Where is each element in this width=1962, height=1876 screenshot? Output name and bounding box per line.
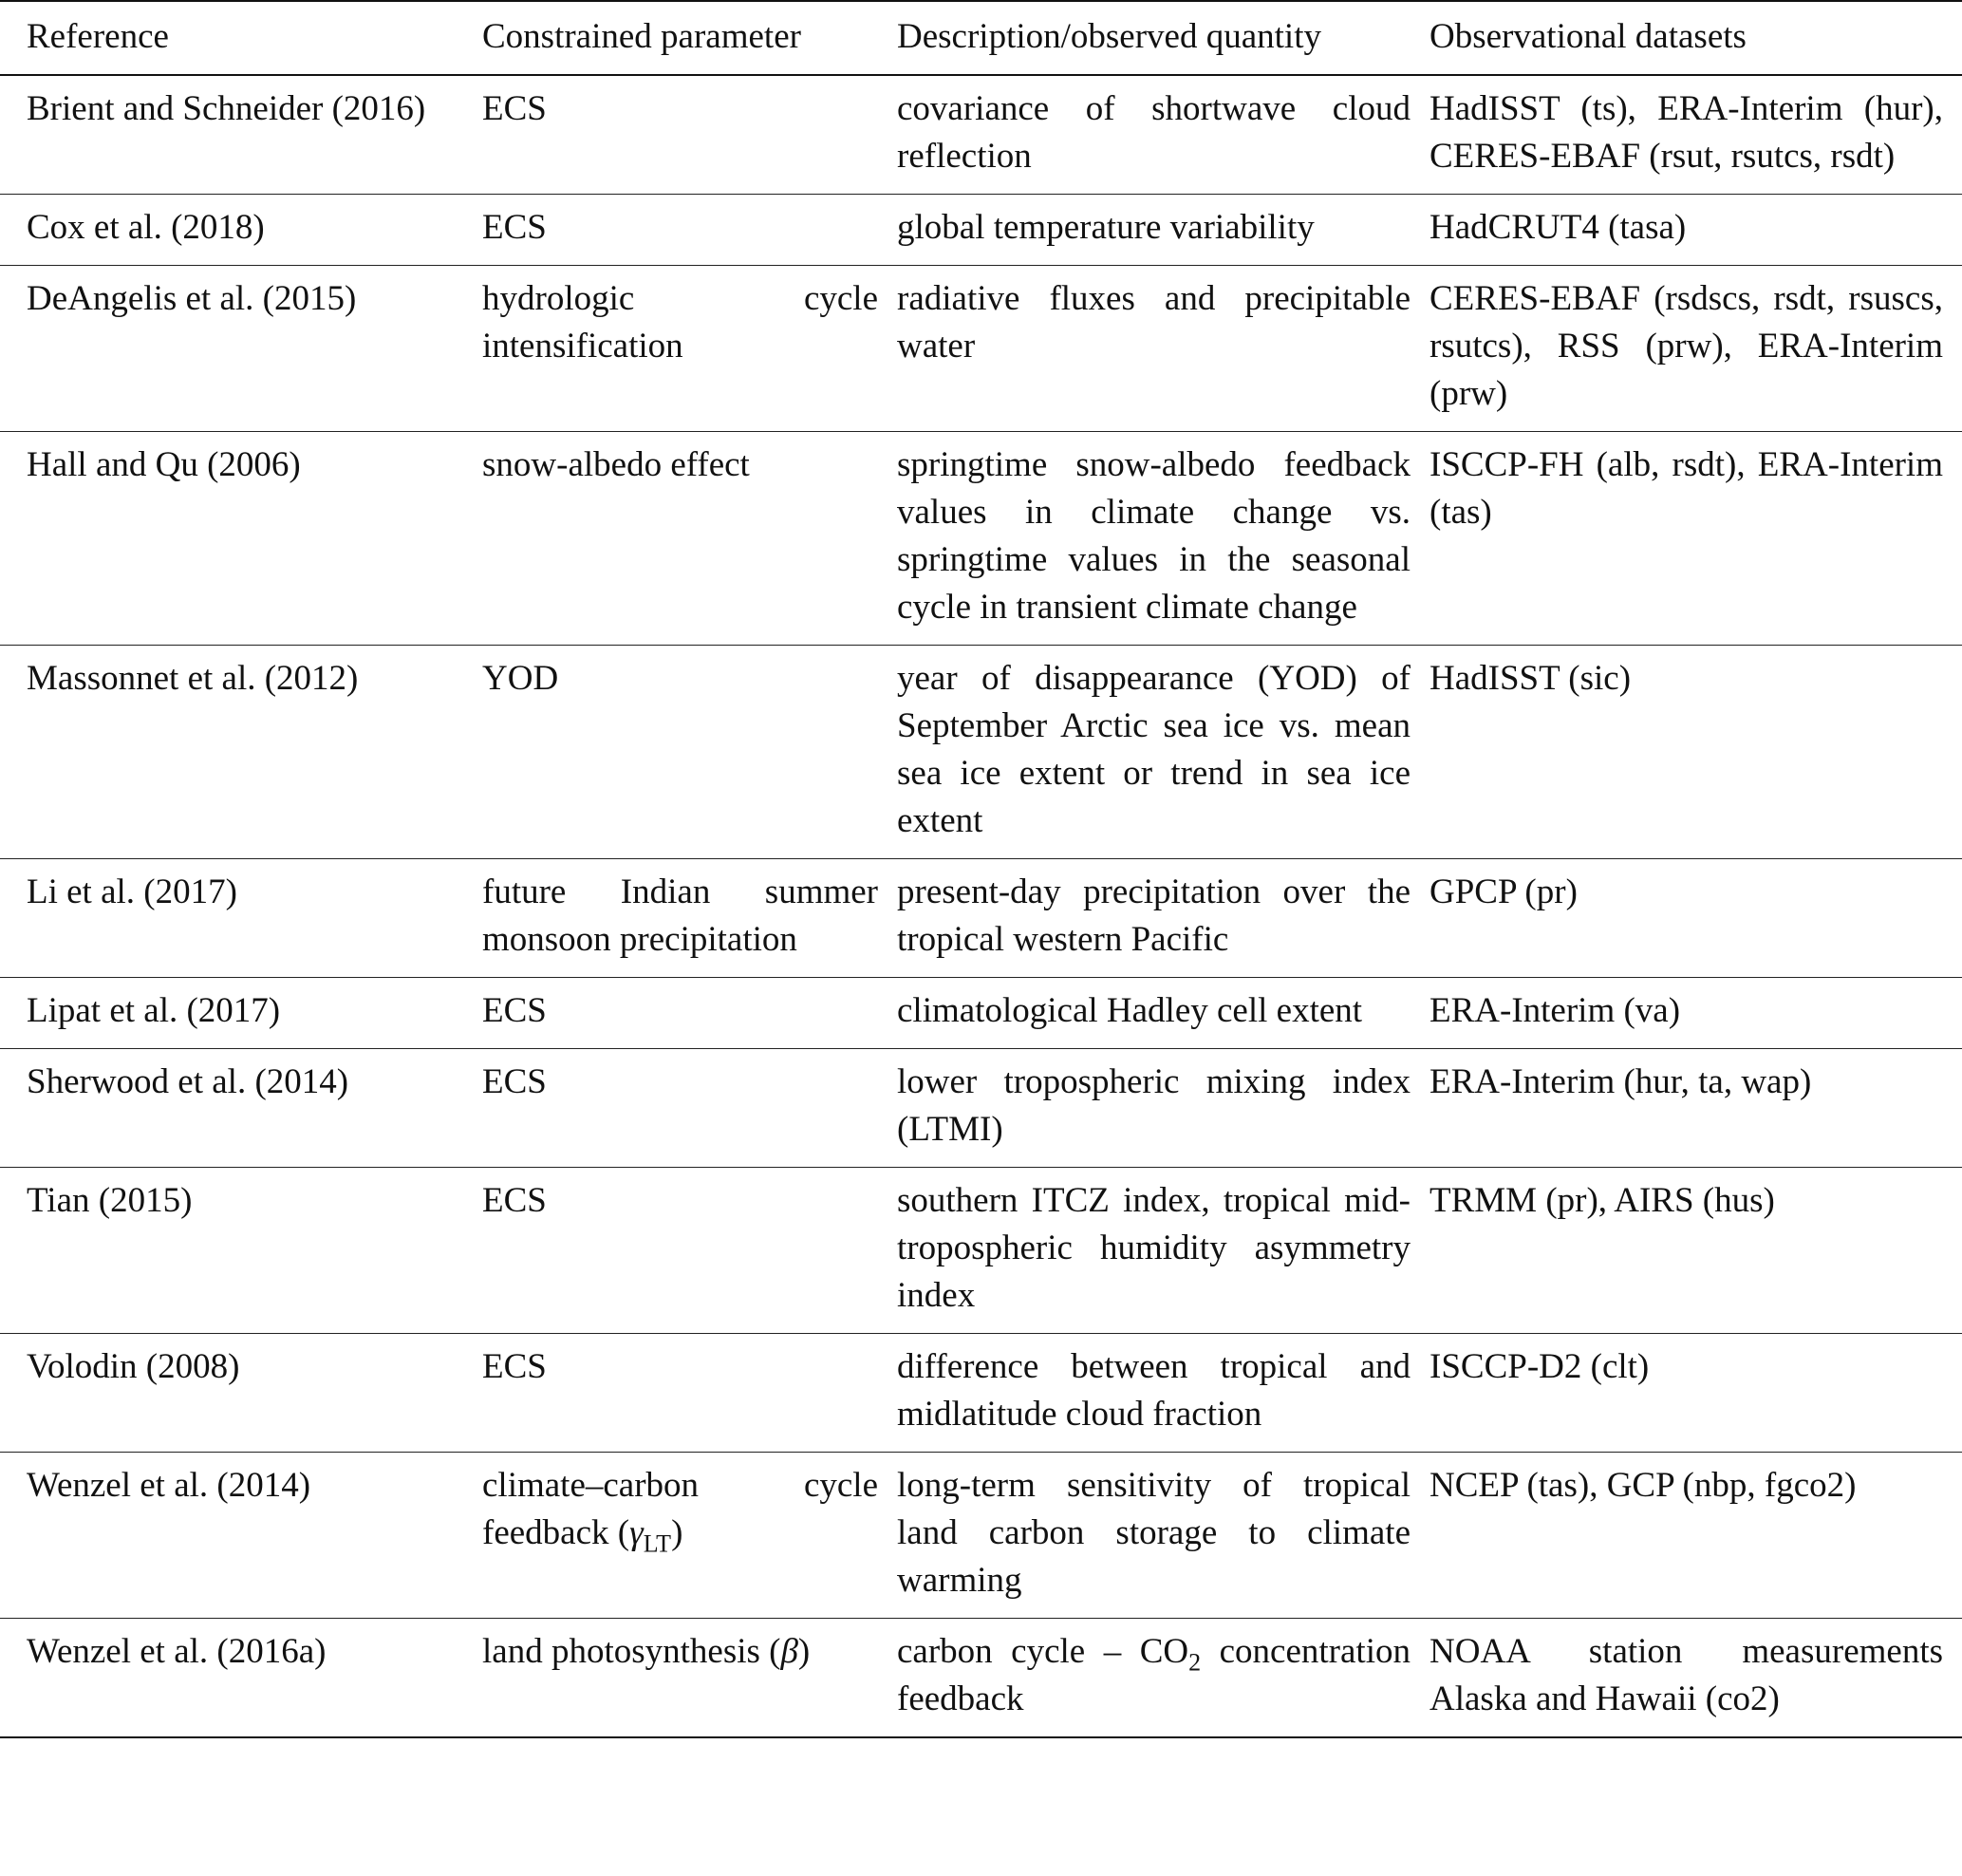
cell-parameter: future Indian summer monsoon precipitation: [482, 872, 878, 959]
description-post: concentration feedback: [897, 1632, 1411, 1718]
table-row: [0, 646, 1962, 859]
header-observational-datasets: Observational datasets: [1429, 17, 1747, 56]
parameter-text: climate–carbon cycle feedback (: [482, 1466, 878, 1552]
cell-description: [897, 1619, 1429, 1738]
cell-parameter: ECS: [482, 208, 547, 247]
table-row: [0, 1049, 1962, 1168]
cell-description: year of disappearance (YOD) of September Arctic sea ice vs. mean sea ice extent or trend in sea ice extent: [897, 659, 1411, 840]
cell-datasets: ERA-Interim (va): [1429, 991, 1681, 1030]
cell-parameter: ECS: [482, 1062, 547, 1101]
parameter-close: ): [671, 1513, 683, 1552]
cell-parameter: [482, 1453, 897, 1619]
cell-description: radiative fluxes and precipitable water: [897, 279, 1411, 366]
cell-datasets: HadISST (ts), ERA-Interim (hur), CERES-EBAF (rsut, rsutcs, rsdt): [1429, 89, 1943, 176]
table-row: [0, 1168, 1962, 1334]
cell-reference: Sherwood et al. (2014): [27, 1062, 349, 1101]
subscript-2: 2: [1188, 1648, 1202, 1677]
gamma-symbol: γ: [629, 1513, 644, 1552]
cell-reference: Lipat et al. (2017): [27, 991, 281, 1030]
table-row: [0, 1619, 1962, 1738]
table-row: [0, 75, 1962, 195]
cell-datasets: NCEP (tas), GCP (nbp, fgco2): [1429, 1466, 1857, 1505]
cell-reference: Hall and Qu (2006): [27, 445, 301, 484]
parameter-close: ): [797, 1632, 811, 1671]
table-row: [0, 978, 1962, 1049]
cell-reference: Tian (2015): [27, 1181, 193, 1220]
cell-parameter: [482, 1619, 897, 1738]
header-row: [0, 1, 1962, 75]
table-row: [0, 1334, 1962, 1453]
cell-reference: Wenzel et al. (2016a): [27, 1632, 327, 1671]
cell-parameter: ECS: [482, 991, 547, 1030]
cell-parameter: YOD: [482, 659, 559, 698]
cell-datasets: ISCCP-D2 (clt): [1429, 1347, 1650, 1386]
table-row: [0, 859, 1962, 978]
cell-reference: Volodin (2008): [27, 1347, 240, 1386]
cell-description: southern ITCZ index, tropical mid-tropospheric humidity asymmetry index: [897, 1181, 1411, 1315]
cell-parameter: snow-albedo effect: [482, 445, 750, 484]
cell-description: present-day precipitation over the tropical western Pacific: [897, 872, 1411, 959]
header-description: Description/observed quantity: [897, 17, 1321, 56]
cell-description: long-term sensitivity of tropical land carbon storage to climate warming: [897, 1466, 1411, 1600]
cell-parameter: hydrologic cycle intensification: [482, 279, 878, 366]
cell-description: lower tropospheric mixing index (LTMI): [897, 1062, 1411, 1149]
cell-reference: Wenzel et al. (2014): [27, 1466, 311, 1505]
cell-parameter: ECS: [482, 1347, 547, 1386]
description-pre: carbon cycle – CO: [897, 1632, 1189, 1671]
cell-datasets: ISCCP-FH (alb, rsdt), ERA-Interim (tas): [1429, 445, 1943, 532]
beta-symbol: β: [780, 1632, 798, 1671]
cell-datasets: ERA-Interim (hur, ta, wap): [1429, 1062, 1812, 1101]
cell-reference: Brient and Schneider (2016): [27, 89, 426, 128]
subscript-lt: LT: [643, 1529, 672, 1558]
table-row: [0, 1453, 1962, 1619]
cell-datasets: HadISST (sic): [1429, 659, 1632, 698]
cell-reference: Cox et al. (2018): [27, 208, 265, 247]
cell-datasets: CERES-EBAF (rsdscs, rsdt, rsuscs, rsutcs), RSS (prw), ERA-Interim (prw): [1429, 279, 1943, 413]
cell-datasets: NOAA station measurements Alaska and Hawaii (co2): [1429, 1632, 1943, 1718]
table-row: [0, 432, 1962, 646]
table-row: [0, 195, 1962, 266]
cell-description: global temperature variability: [897, 208, 1315, 247]
cell-reference: DeAngelis et al. (2015): [27, 279, 357, 318]
cell-datasets: GPCP (pr): [1429, 872, 1578, 911]
cell-reference: Li et al. (2017): [27, 872, 237, 911]
header-reference: Reference: [27, 17, 169, 56]
cell-description: climatological Hadley cell extent: [897, 991, 1363, 1030]
cell-reference: Massonnet et al. (2012): [27, 659, 359, 698]
table-row: [0, 266, 1962, 432]
header-constrained-parameter: Constrained parameter: [482, 17, 801, 56]
cell-datasets: TRMM (pr), AIRS (hus): [1429, 1181, 1775, 1220]
cell-parameter: ECS: [482, 89, 547, 128]
cell-parameter: ECS: [482, 1181, 547, 1220]
cell-datasets: HadCRUT4 (tasa): [1429, 208, 1687, 247]
cell-description: covariance of shortwave cloud reflection: [897, 89, 1411, 176]
cell-description: springtime snow-albedo feedback values in climate change vs. springtime values in the seasonal cycle in transient climate change: [897, 445, 1411, 627]
cell-description: difference between tropical and midlatitude cloud fraction: [897, 1347, 1411, 1434]
parameter-text: land photosynthesis (: [482, 1632, 781, 1671]
